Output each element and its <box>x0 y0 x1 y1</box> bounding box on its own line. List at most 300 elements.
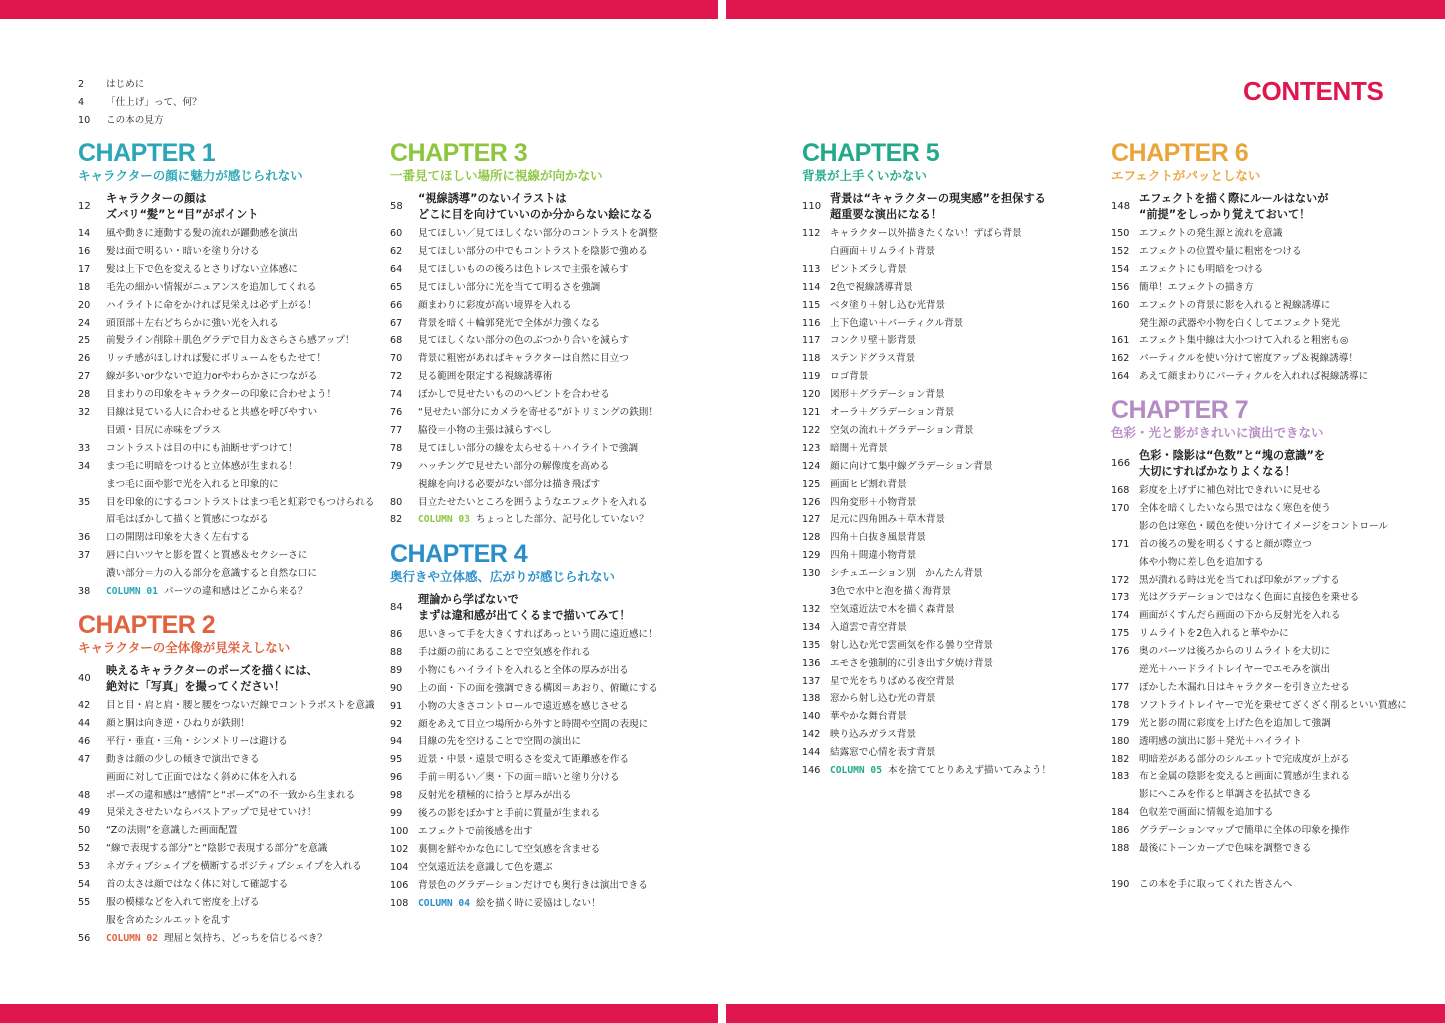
entry-title: 頭頂部＋左右どちらかに強い光を入れる <box>106 317 279 329</box>
entry-title: 光と影の間に彩度を上げた色を追加して強調 <box>1139 717 1331 729</box>
entry-title: 風や動きに連動する髪の流れが躍動感を演出 <box>106 228 298 239</box>
page-number: 171 <box>1111 538 1130 550</box>
entry-title: グラデーションマップで簡単に全体の印象を操作 <box>1139 825 1350 837</box>
column-text: 理屈と気持ち、どっちを信じるべき？ <box>163 932 327 944</box>
page-number: 136 <box>802 657 821 669</box>
page-number: 134 <box>802 621 821 633</box>
entry-title: 上の面・下の面を強調できる構図＝あおり、俯瞰にする <box>418 682 658 694</box>
entry-title: 反射光を積極的に拾うと厚みが出る <box>418 790 572 802</box>
page-number: 106 <box>390 879 409 891</box>
entry-title: 射し込む光で雲画気を作る曇り空背景 <box>830 639 994 651</box>
lead-title <box>830 191 1046 223</box>
contents-heading: CONTENTS <box>1243 76 1384 106</box>
entry-title: エフェクトの位置や量に粗密をつける <box>1139 245 1302 257</box>
page-number: 175 <box>1111 628 1130 640</box>
page-number: 170 <box>1111 502 1130 514</box>
entry-title: 画面に対して正面ではなく斜めに体を入れる <box>106 771 298 783</box>
entry-title: 画面がくすんだら画面の下から反射光を入れる <box>1139 610 1341 622</box>
page-number: 112 <box>802 228 821 239</box>
page-number: 82 <box>390 514 403 526</box>
page-number: 142 <box>802 729 821 741</box>
page-number: 183 <box>1111 771 1130 783</box>
entry-title: ロゴ背景 <box>830 371 869 383</box>
chapter-heading-4 <box>390 541 615 585</box>
lead-line: 超重要な演出になる！ <box>830 208 942 221</box>
page-number: 150 <box>1111 228 1130 239</box>
lead-line: どこに目を向けていいのか分からない絵になる <box>418 208 653 221</box>
page-number: 46 <box>78 735 91 747</box>
lead-line: キャラクターの顔は <box>106 192 207 205</box>
chapter-heading-1 <box>78 140 303 184</box>
page-number: 33 <box>78 442 91 454</box>
lead-line: “前提”をしっかり覚えておいて！ <box>1139 208 1311 221</box>
lead-line: 絶対に「写真」を撮ってください！ <box>106 680 286 693</box>
entry-title: 明暗差がある部分のシルエットで完成度が上がる <box>1139 753 1350 765</box>
page-number: 176 <box>1111 646 1130 658</box>
entry-title: ベタ塗り＋射し込む光背景 <box>830 299 946 311</box>
page-number: 160 <box>1111 299 1130 311</box>
page-number: 4 <box>78 96 85 108</box>
page-number: 60 <box>390 228 403 239</box>
page-number: 91 <box>390 700 403 712</box>
page-number: 48 <box>78 789 91 801</box>
page-number: 32 <box>78 407 91 418</box>
page-number: 118 <box>802 353 821 365</box>
page-number: 90 <box>390 682 403 694</box>
page-number: 95 <box>390 754 403 766</box>
chapter-title: CHAPTER 3 <box>390 139 528 167</box>
page-number: 24 <box>78 317 91 329</box>
entry-title: 3色で水中と泡を描く海背景 <box>830 586 952 597</box>
page-number: 54 <box>78 879 91 890</box>
lead-line: “視線誘導”のないイラストは <box>418 192 567 205</box>
page-number: 72 <box>390 371 403 383</box>
page-number: 10 <box>78 114 91 126</box>
page-number: 88 <box>390 646 403 658</box>
page-number: 55 <box>78 896 91 908</box>
entry-title: 顔をあえて目立つ場所から外すと時間や空間の表現に <box>418 718 649 730</box>
page-number: 74 <box>390 389 403 401</box>
entry-title: “見せたい部分にカメラを寄せる”がトリミングの鉄則！ <box>418 407 658 418</box>
page-number: 99 <box>390 808 403 819</box>
page-number: 123 <box>802 442 821 454</box>
page-number: 144 <box>802 747 821 759</box>
entry-title: 星で光をちりばめる夜空背景 <box>830 675 955 687</box>
entry-title: 前髪ライン削除＋肌色グラデで目力＆さらさら感アップ！ <box>106 335 355 347</box>
page-number: 64 <box>390 263 403 275</box>
entry-title: 空気遠近法を意識して色を選ぶ <box>418 861 553 873</box>
page-number: 114 <box>802 281 821 293</box>
entry-title: 白画面＋リムライト背景 <box>830 245 936 257</box>
entry-title: 布と金属の陰影を変えると画面に質感が生まれる <box>1139 771 1351 783</box>
entry-title: 影にへこみを作ると単調さを払拭できる <box>1139 789 1312 801</box>
page-number: 148 <box>1111 201 1131 212</box>
page-number: 36 <box>78 532 91 544</box>
page-number: 98 <box>390 790 403 802</box>
page-number: 40 <box>78 673 91 684</box>
page-number: 168 <box>1111 485 1130 496</box>
page-number: 104 <box>390 861 409 873</box>
entry-title: 体や小物に差し色を追加する <box>1139 556 1264 568</box>
column-title <box>418 897 601 911</box>
page-number: 62 <box>390 245 403 257</box>
entry-title: 見る範囲を限定する視線誘導術 <box>418 371 553 383</box>
page-number: 164 <box>1111 371 1130 383</box>
column-title <box>418 513 649 527</box>
lead-line: 背景は“キャラクターの現実感”を担保する <box>830 192 1046 205</box>
entry-title: エモさを強制的に引き出す夕焼け背景 <box>830 657 994 669</box>
entry-title: 見てほしくない部分の色のぶつかり合いを減らす <box>418 335 630 347</box>
entry-title: 透明感の演出に影＋発光＋ハイライト <box>1139 735 1302 747</box>
entry-title: 目頭・目尻に赤味をプラス <box>106 424 221 436</box>
page-number: 94 <box>390 736 403 748</box>
page-number: 178 <box>1111 699 1130 711</box>
entry-title: リムライトを2色入れると華やかに <box>1139 628 1289 640</box>
page-number: 35 <box>78 496 91 508</box>
page-number: 110 <box>802 201 822 212</box>
entry-title: オーラ＋グラデーション背景 <box>830 407 955 418</box>
page-number: 108 <box>390 897 409 909</box>
page-number: 84 <box>390 602 403 613</box>
entry-title: 画面ヒビ割れ背景 <box>830 478 907 490</box>
entry-title: 首の太さは顔ではなく体に対して確認する <box>106 879 289 890</box>
lead-title <box>418 592 631 624</box>
entry-title: 服の模様などを入れて密度を上げる <box>106 896 260 908</box>
entry-title: エフェクトにも明暗をつける <box>1139 263 1264 275</box>
entry-title: シチュエーション別 かんたん背景 <box>830 568 983 580</box>
page-number: 174 <box>1111 610 1130 622</box>
entry-title: 上下色違い＋パーティクル背景 <box>830 317 964 329</box>
page-number: 138 <box>802 693 821 705</box>
page-number: 146 <box>802 765 821 776</box>
entry-title: 空気の流れ＋グラデーション背景 <box>830 424 974 436</box>
entry-title: 小物の大きさコントロールで遠近感を感じさせる <box>418 700 629 712</box>
column-text: ちょっとした部分、記号化していない？ <box>475 514 649 526</box>
page-number: 121 <box>802 407 821 418</box>
page-number: 78 <box>390 442 403 454</box>
entry-title: 目線は見ている人に合わせると共感を呼びやすい <box>106 407 318 418</box>
chapter-heading-6 <box>1111 140 1260 184</box>
entry-title: 見てほしい部分の線を太らせる＋ハイライトで強調 <box>418 442 639 454</box>
column-label: COLUMN 02 <box>106 932 158 944</box>
page-number: 179 <box>1111 717 1130 729</box>
entry-title: 足元に四角囲み＋草木背景 <box>830 514 946 526</box>
entry-title: ソフトライトレイヤーで光を乗せてざくざく削るといい質感に <box>1139 699 1407 711</box>
entry-title: 結露窓で心情を表す背景 <box>830 747 936 759</box>
entry-title: 顔と胴は向き逆・ひねりが鉄則！ <box>106 717 250 729</box>
column-label: COLUMN 05 <box>830 765 882 776</box>
page-number: 18 <box>78 281 91 293</box>
entry-title: 目立たせたいところを囲うようなエフェクトを入れる <box>418 496 648 508</box>
page-number: 113 <box>802 263 821 275</box>
page-number: 182 <box>1111 753 1130 765</box>
chapter-title: CHAPTER 2 <box>78 611 216 639</box>
lead-title <box>1139 191 1328 223</box>
entry-title: 奥のパーツは後ろからのリムライトを大切に <box>1139 646 1331 658</box>
page-number: 77 <box>390 424 403 436</box>
entry-title: 服を含めたシルエットを乱す <box>106 914 231 926</box>
entry-title: 手は顔の前にあることで空気感を作れる <box>418 646 591 658</box>
chapter-subtitle: 奥行きや立体感、広がりが感じられない <box>390 569 616 584</box>
entry-title: 光はグラデーションではなく色面に直接色を乗せる <box>1139 592 1360 604</box>
column-text: パーツの違和感はどこから来る？ <box>163 586 308 597</box>
page-number: 129 <box>802 550 821 562</box>
page-number: 56 <box>78 932 91 944</box>
entry-title: 最後にトーンカーブで色味を調整できる <box>1139 843 1312 854</box>
chapter-heading-2 <box>78 612 290 656</box>
entry-title: 背景を暗く＋輪郭発光で全体が力強くなる <box>418 317 601 329</box>
entry-title: この本の見方 <box>106 114 164 126</box>
entry-title: ポーズの違和感は“感情”と“ポーズ”の不一致から生まれる <box>106 789 356 801</box>
entry-title: 首の後ろの髪を明るくすると顔が際立つ <box>1139 538 1312 550</box>
entry-title: 華やかな舞台背景 <box>830 711 907 723</box>
entry-title: 目と目・肩と肩・腰と腰をつないだ線でコントラポストを意識 <box>106 700 375 711</box>
chapter-heading-7 <box>1111 397 1324 441</box>
entry-title: 近景・中景・遠景で明るさを変えて距離感を作る <box>418 754 630 766</box>
chapter-subtitle: 背景が上手くいかない <box>802 168 928 183</box>
entry-title: この本を手に取ってくれた皆さんへ <box>1139 879 1293 890</box>
entry-title: 手前＝明るい／奥・下の面＝暗いと塗り分ける <box>418 772 620 784</box>
page-number: 16 <box>78 245 91 257</box>
chapter-title: CHAPTER 7 <box>1111 396 1249 424</box>
page-number: 156 <box>1111 281 1130 293</box>
entry-title: パーティクルを使い分けて密度アップ＆視線誘導！ <box>1139 353 1358 365</box>
entry-title: 映り込みガラス背景 <box>830 729 917 741</box>
lead-line: まずは違和感が出てくるまで描いてみて！ <box>418 609 631 622</box>
entry-title: 顔に向けて集中線グラデーション背景 <box>830 460 993 472</box>
page-number: 135 <box>802 639 821 651</box>
entry-title: 四角＋間違小物背景 <box>830 550 917 562</box>
page-number: 122 <box>802 424 821 436</box>
page-number: 79 <box>390 460 403 472</box>
chapter-subtitle: 色彩・光と影がきれいに演出できない <box>1111 425 1324 440</box>
page-number: 128 <box>802 532 821 544</box>
entry-title: 簡単！エフェクトの描き方 <box>1139 281 1254 293</box>
column-label: COLUMN 01 <box>106 586 158 597</box>
entry-title: キャラクター以外描きたくない！ずばら背景 <box>830 228 1022 239</box>
page-number: 166 <box>1111 458 1131 469</box>
entry-title: コンクリ壁＋影背景 <box>830 335 917 347</box>
lead-title <box>1139 448 1325 480</box>
page-number: 89 <box>390 664 403 676</box>
entry-title: コントラストは目の中にも油断せずつけて！ <box>106 442 298 454</box>
page-number: 96 <box>390 772 403 784</box>
entry-title: 全体を暗くしたいなら黒ではなく寒色を使う <box>1139 502 1331 514</box>
page-number: 188 <box>1111 843 1130 854</box>
entry-title: あえて顔まわりにパーティクルを入れれば視線誘導に <box>1139 371 1369 383</box>
column-label: COLUMN 04 <box>418 897 470 909</box>
page-number: 66 <box>390 299 403 311</box>
entry-title: 線が多いor少ないで迫力orやわらかさにつながる <box>106 371 318 383</box>
page-number: 14 <box>78 228 91 239</box>
entry-title: 見てほしいものの後ろは色トレスで主張を減らす <box>418 263 629 275</box>
page-number: 186 <box>1111 825 1130 837</box>
entry-title: ハイライトに命をかければ見栄えは必ず上がる！ <box>106 299 317 311</box>
page-number: 25 <box>78 335 91 347</box>
page-number: 50 <box>78 825 91 837</box>
entry-title: 動きは顔の少しの傾きで演出できる <box>106 753 260 765</box>
entry-title: エフェクトの発生源と流れを意識 <box>1139 228 1283 239</box>
entry-title: 見てほしい／見てほしくない部分のコントラストを調整 <box>418 228 658 239</box>
entry-title: 空気遠近法で木を描く森背景 <box>830 603 955 615</box>
entry-title: 「仕上げ」って、何？ <box>106 96 202 108</box>
entry-title: まつ毛に面や影で光を入れると印象的に <box>106 478 279 490</box>
page-gutter-top <box>718 0 726 19</box>
entry-title: エフェクトで前後感を出す <box>418 825 533 837</box>
lead-line: ズバリ“髪”と“目”がポイント <box>106 208 259 221</box>
entry-title: 見栄えさせたいならバストアップで見せていけ！ <box>106 807 317 819</box>
entry-title: ステンドグラス背景 <box>830 353 916 365</box>
page-number: 120 <box>802 389 821 401</box>
entry-title: ネガティブシェイプを横断するポジティブシェイプを入れる <box>106 861 362 873</box>
entry-title: 視線を向ける必要がない部分は描き飛ばす <box>418 478 601 490</box>
chapter-title: CHAPTER 6 <box>1111 139 1249 167</box>
entry-title: 髪は上下で色を変えるとさりげない立体感に <box>106 263 298 275</box>
entry-title: 窓から射し込む光の背景 <box>830 693 936 705</box>
page-number: 184 <box>1111 807 1130 819</box>
page-number: 119 <box>802 371 821 383</box>
entry-title: 四角＋白抜き風景背景 <box>830 532 926 544</box>
page-number: 2 <box>78 79 85 90</box>
chapter-title: CHAPTER 4 <box>390 540 528 568</box>
entry-title: 2色で視線誘導背景 <box>830 281 913 293</box>
page-number: 12 <box>78 201 91 212</box>
entry-title: エフェクト集中線は大小つけて入れると粗密も◎ <box>1139 335 1349 347</box>
chapter-title: CHAPTER 1 <box>78 139 216 167</box>
entry-title: “線で表現する部分”と“陰影で表現する部分”を意識 <box>106 843 328 855</box>
lead-title <box>106 191 258 223</box>
entry-title: 発生源の武器や小物を白くしてエフェクト発光 <box>1139 317 1340 329</box>
page-number: 137 <box>802 675 821 687</box>
page-number: 152 <box>1111 245 1130 257</box>
page-number: 34 <box>78 460 91 472</box>
page-number: 38 <box>78 586 91 597</box>
entry-title: 四角変形＋小物背景 <box>830 496 917 508</box>
entry-title: リッチ感がほしければ髪にボリュームをもたせて！ <box>106 353 326 365</box>
entry-title: 顔まわりに彩度が高い境界を入れる <box>418 299 572 311</box>
page-number: 116 <box>802 317 821 329</box>
page-number: 65 <box>390 281 403 293</box>
entry-title: ぼかしで見せたいもののヘビントを合わせる <box>418 389 610 401</box>
chapter-subtitle: キャラクターの顔に魅力が感じられない <box>78 168 303 183</box>
entry-title: ピントズラし背景 <box>830 263 907 275</box>
chapter-subtitle: エフェクトがパッとしない <box>1111 168 1261 183</box>
page-number: 177 <box>1111 681 1130 693</box>
lead-line: 映えるキャラクターのポーズを描くには、 <box>106 664 318 677</box>
entry-title: 目を印象的にするコントラストはまつ毛と虹彩でもつけられる <box>106 496 375 508</box>
page-number: 180 <box>1111 735 1130 747</box>
page-gutter-bottom <box>718 1004 726 1023</box>
lead-line: 理論から学ばないで <box>418 593 519 606</box>
page-number: 47 <box>78 753 91 765</box>
page-number: 154 <box>1111 263 1130 275</box>
column-text: 本を捨ててとりあえず描いてみよう！ <box>887 765 1052 776</box>
page-number: 49 <box>78 807 91 819</box>
page-number: 80 <box>390 496 403 508</box>
page-number: 20 <box>78 299 91 311</box>
entry-title: ぼかした木漏れ日はキャラクターを引き立たせる <box>1139 681 1350 693</box>
entry-title: 影の色は寒色・暖色を使い分けてイメージをコントロール <box>1139 520 1388 532</box>
entry-title: 背景色のグラデーションだけでも奥行きは演出できる <box>418 879 648 891</box>
page-number: 162 <box>1111 353 1130 365</box>
page-number: 68 <box>390 335 403 347</box>
page-number: 173 <box>1111 592 1130 604</box>
page-number: 190 <box>1111 879 1130 890</box>
lead-line: 大切にすればかなりよくなる！ <box>1139 465 1296 478</box>
entry-title: はじめに <box>106 79 145 90</box>
entry-title: 目まわりの印象をキャラクターの印象に合わせよう！ <box>106 389 337 401</box>
lead-line: 色彩・陰影は“色数”と“塊の意識”を <box>1139 449 1326 462</box>
column-title <box>106 585 308 599</box>
entry-title: 見てほしい部分の中でもコントラストを陰影で強める <box>418 245 648 257</box>
entry-title: 黒が潰れる時は光を当てれば印象がアップする <box>1139 574 1340 586</box>
entry-title: 唇に白いツヤと影を置くと質感＆セクシーさに <box>106 550 308 562</box>
lead-line: エフェクトを描く際にルールはないが <box>1139 192 1329 205</box>
lead-title <box>106 663 318 695</box>
entry-title: 毛先の細かい情報がニュアンスを追加してくれる <box>106 281 317 293</box>
page-number: 42 <box>78 700 91 711</box>
entry-title: エフェクトの背景に影を入れると視線誘導に <box>1139 299 1331 311</box>
entry-title: 後ろの影をぼかすと手前に質量が生まれる <box>418 808 601 819</box>
entry-title: 眉毛はぼかして描くと質感につながる <box>106 514 269 526</box>
chapter-subtitle: 一番見てほしい場所に視線が向かない <box>390 168 603 183</box>
entry-title: 口の開閉は印象を大きく左右する <box>106 532 250 544</box>
page-number: 76 <box>390 407 403 418</box>
entry-title: 逆光＋ハードライトレイヤーでエモみを演出 <box>1139 664 1331 675</box>
entry-title: まつ毛に明暗をつけると立体感が生まれる！ <box>106 460 298 472</box>
column-title <box>830 764 1051 778</box>
entry-title: 目線の先を空けることで空間の演出に <box>418 736 582 748</box>
entry-title: 背景に粗密があればキャラクターは自然に目立つ <box>418 353 629 365</box>
entry-title: 彩度を上げずに補色対比できれいに見せる <box>1139 485 1322 496</box>
page-number: 26 <box>78 353 91 365</box>
chapter-title: CHAPTER 5 <box>802 139 940 167</box>
page-number: 52 <box>78 843 91 855</box>
page-number: 102 <box>390 843 409 855</box>
entry-title: 髪は面で明るい・暗いを塗り分ける <box>106 245 260 257</box>
page-number: 117 <box>802 335 821 347</box>
page-number: 130 <box>802 568 821 580</box>
entry-title: “Zの法則”を意識した画面配置 <box>106 825 238 837</box>
entry-title: 入道雲で青空背景 <box>830 621 907 633</box>
page-number: 100 <box>390 825 409 837</box>
page-number: 27 <box>78 371 91 383</box>
chapter-heading-3 <box>390 140 603 184</box>
column-text: 絵を描く時に妥協はしない！ <box>475 897 601 909</box>
entry-title: 脇役＝小物の主張は減らすべし <box>418 424 553 436</box>
entry-title: 濃い部分＝力の入る部分を意識すると自然な口に <box>106 568 318 580</box>
page-number: 17 <box>78 263 91 275</box>
entry-title: 見てほしい部分に光を当てて明るさを強調 <box>418 281 601 293</box>
page-number: 86 <box>390 629 403 640</box>
page-number: 132 <box>802 603 821 615</box>
page-number: 125 <box>802 478 821 490</box>
entry-title: 思いきって手を大きくすればあっという間に遠近感に！ <box>418 629 658 640</box>
page-number: 124 <box>802 460 821 472</box>
page-number: 161 <box>1111 335 1130 347</box>
page-number: 126 <box>802 496 821 508</box>
page-number: 172 <box>1111 574 1130 586</box>
column-title <box>106 932 327 946</box>
entry-title: 裏側を鮮やかな色にして空気感を含ませる <box>418 843 601 855</box>
page-number: 58 <box>390 201 403 212</box>
page-number: 53 <box>78 861 91 873</box>
column-label: COLUMN 03 <box>418 514 470 526</box>
page-number: 140 <box>802 711 821 723</box>
page-number: 67 <box>390 317 403 329</box>
chapter-subtitle: キャラクターの全体像が見栄えしない <box>78 640 291 655</box>
page-number: 28 <box>78 389 91 401</box>
